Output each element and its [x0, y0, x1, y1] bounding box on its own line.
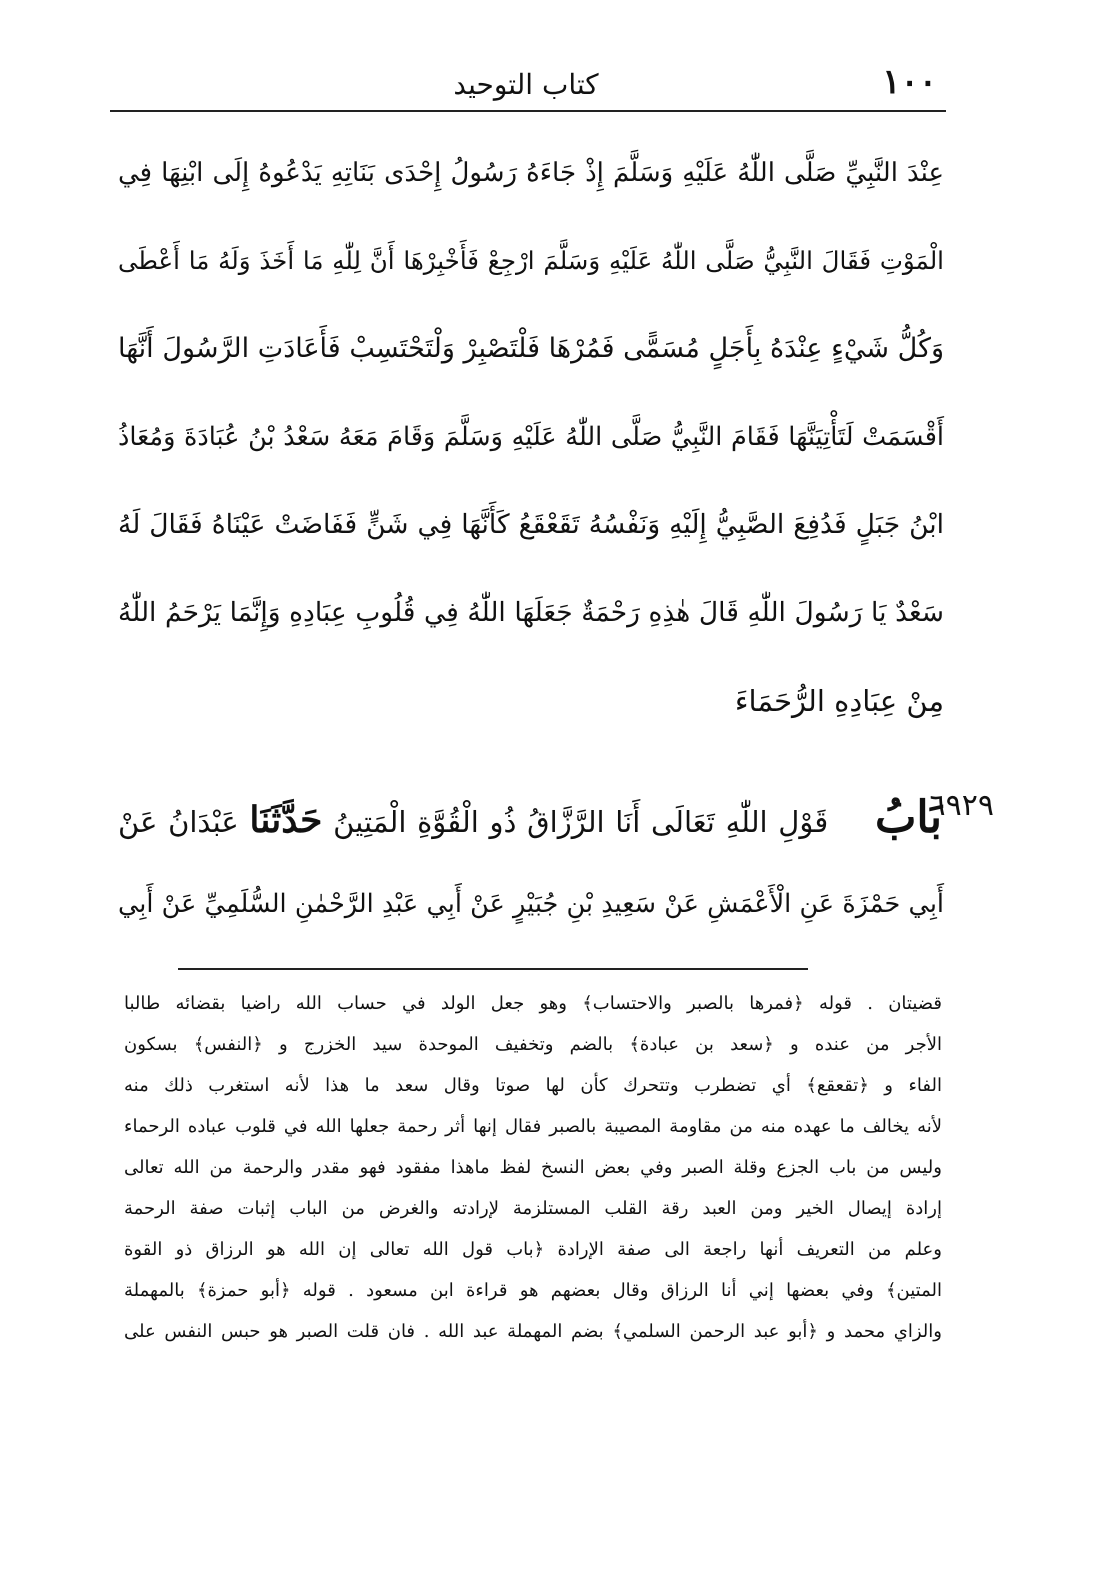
commentary-line: المتين﴾ وفي بعضها إني أنا الرزاق وقال بعضهم هو قراءة ابن مسعود . قوله ﴿أبو حمزة﴾ بالمهملة [124, 1280, 942, 1301]
bab-heading: بَابُ [874, 792, 943, 843]
header-divider [110, 110, 946, 112]
commentary-notes [124, 983, 942, 1352]
hadith-text [118, 138, 944, 754]
hadith-line: مِنْ عِبَادِهِ الرُّحَمَاءَ [734, 684, 944, 718]
hadith-line: أَقْسَمَتْ لَتَأْتِيَنَّهَا فَقَامَ النَّبِيُّ صَلَّى اللّٰهُ عَلَيْهِ وَسَلَّمَ وَقَامَ مَعَهُ سَعْدُ بْنُ عُبَادَةَ وَمُعَاذُ [118, 422, 944, 452]
hadith-line: عِنْدَ النَّبِيِّ صَلَّى اللّٰهُ عَلَيْهِ وَسَلَّمَ إِذْ جَاءَهُ رَسُولُ إِحْدَى بَنَاتِهِ يَدْعُوهُ إِلَى ابْنِهَا فِي [118, 158, 944, 188]
chapter-title: قَوْلِ اللّٰهِ تَعَالَى أَنَا الرَّزَّاقُ ذُو الْقُوَّةِ الْمَتِينُ [333, 805, 829, 839]
footnote-divider [178, 968, 808, 970]
hadith-line: ابْنُ جَبَلٍ فَدُفِعَ الصَّبِيُّ إِلَيْهِ وَنَفْسُهُ تَقَعْقَعُ كَأَنَّهَا فِي شَنٍّ فَفَاضَتْ عَيْنَاهُ فَقَالَ لَهُ [118, 509, 944, 540]
commentary-line: الفاء و ﴿تقعقع﴾ أي تضطرب وتتحرك كأن لها صوتا وقال سعد ما هذا لأنه استغرب ذلك منه [124, 1075, 942, 1096]
haddathana-marker: حَدَّثَنَا [249, 799, 323, 841]
commentary-line: إرادة إيصال الخير ومن العبد رقة القلب المستلزمة لإرادته والغرض من الباب إثبات صفة الرحمة [124, 1198, 942, 1219]
hadith-number: ٦٩٢٩ [929, 788, 994, 823]
commentary-line: وعلم من التعريف أنها راجعة الى صفة الإرادة ﴿باب قول الله تعالى إن الله هو الرزاق ذو القوة [124, 1239, 942, 1260]
page-header [110, 58, 942, 108]
commentary-line: والزاي محمد و ﴿أبو عبد الرحمن السلمي﴾ بضم المهملة عبد الله . فان قلت الصبر هو حبس النفس على [124, 1321, 942, 1342]
commentary-line: الأجر من عنده و ﴿سعد بن عبادة﴾ بالضم وتخفيف الموحدة سيد الخزرج و ﴿النفس﴾ بسكون [124, 1034, 942, 1055]
commentary-line: قضيتان . قوله ﴿فمرها بالصبر والاحتساب﴾ وهو جعل الولد في حساب الله راضيا بقضائه طالبا [124, 993, 942, 1014]
narrator-start: عَبْدَانُ عَنْ [118, 805, 239, 839]
hadith-line: سَعْدٌ يَا رَسُولَ اللّٰهِ قَالَ هٰذِهِ رَحْمَةٌ جَعَلَهَا اللّٰهُ فِي قُلُوبِ عِبَادِهِ وَإِنَّمَا يَرْحَمُ اللّٰهُ [118, 597, 944, 628]
page-number: ١٠٠ [882, 62, 937, 102]
book-title: كتاب التوحيد [453, 68, 599, 101]
commentary-line: لأنه يخالف ما عهده منه من مقاومة المصيبة بالصبر فقال إنها أثر رحمة جعلها الله في قلوب عباده الرحماء [124, 1116, 942, 1137]
chapter-heading-line [118, 778, 942, 858]
isnad-line: أَبِي حَمْزَةَ عَنِ الْأَعْمَشِ عَنْ سَعِيدِ بْنِ جُبَيْرٍ عَنْ أَبِي عَبْدِ الرَّحْمٰنِ السُّلَمِيِّ عَنْ أَبِي [118, 889, 944, 919]
hadith-line: وَكُلُّ شَيْءٍ عِنْدَهُ بِأَجَلٍ مُسَمًّى فَمُرْهَا فَلْتَصْبِرْ وَلْتَحْتَسِبْ فَأَعَادَتِ الرَّسُولَ أَنَّهَا [118, 333, 944, 364]
hadith-line: الْمَوْتِ فَقَالَ النَّبِيُّ صَلَّى اللّٰهُ عَلَيْهِ وَسَلَّمَ ارْجِعْ فَأَخْبِرْهَا أَنَّ لِلّٰهِ مَا أَخَذَ وَلَهُ مَا أَعْطَى [118, 246, 944, 275]
commentary-line: وليس من باب الجزع وقلة الصبر وفي بعض النسخ لفظ ماهذا مفقود فهو مقدر والرحمة من الله تعالى [124, 1157, 942, 1178]
